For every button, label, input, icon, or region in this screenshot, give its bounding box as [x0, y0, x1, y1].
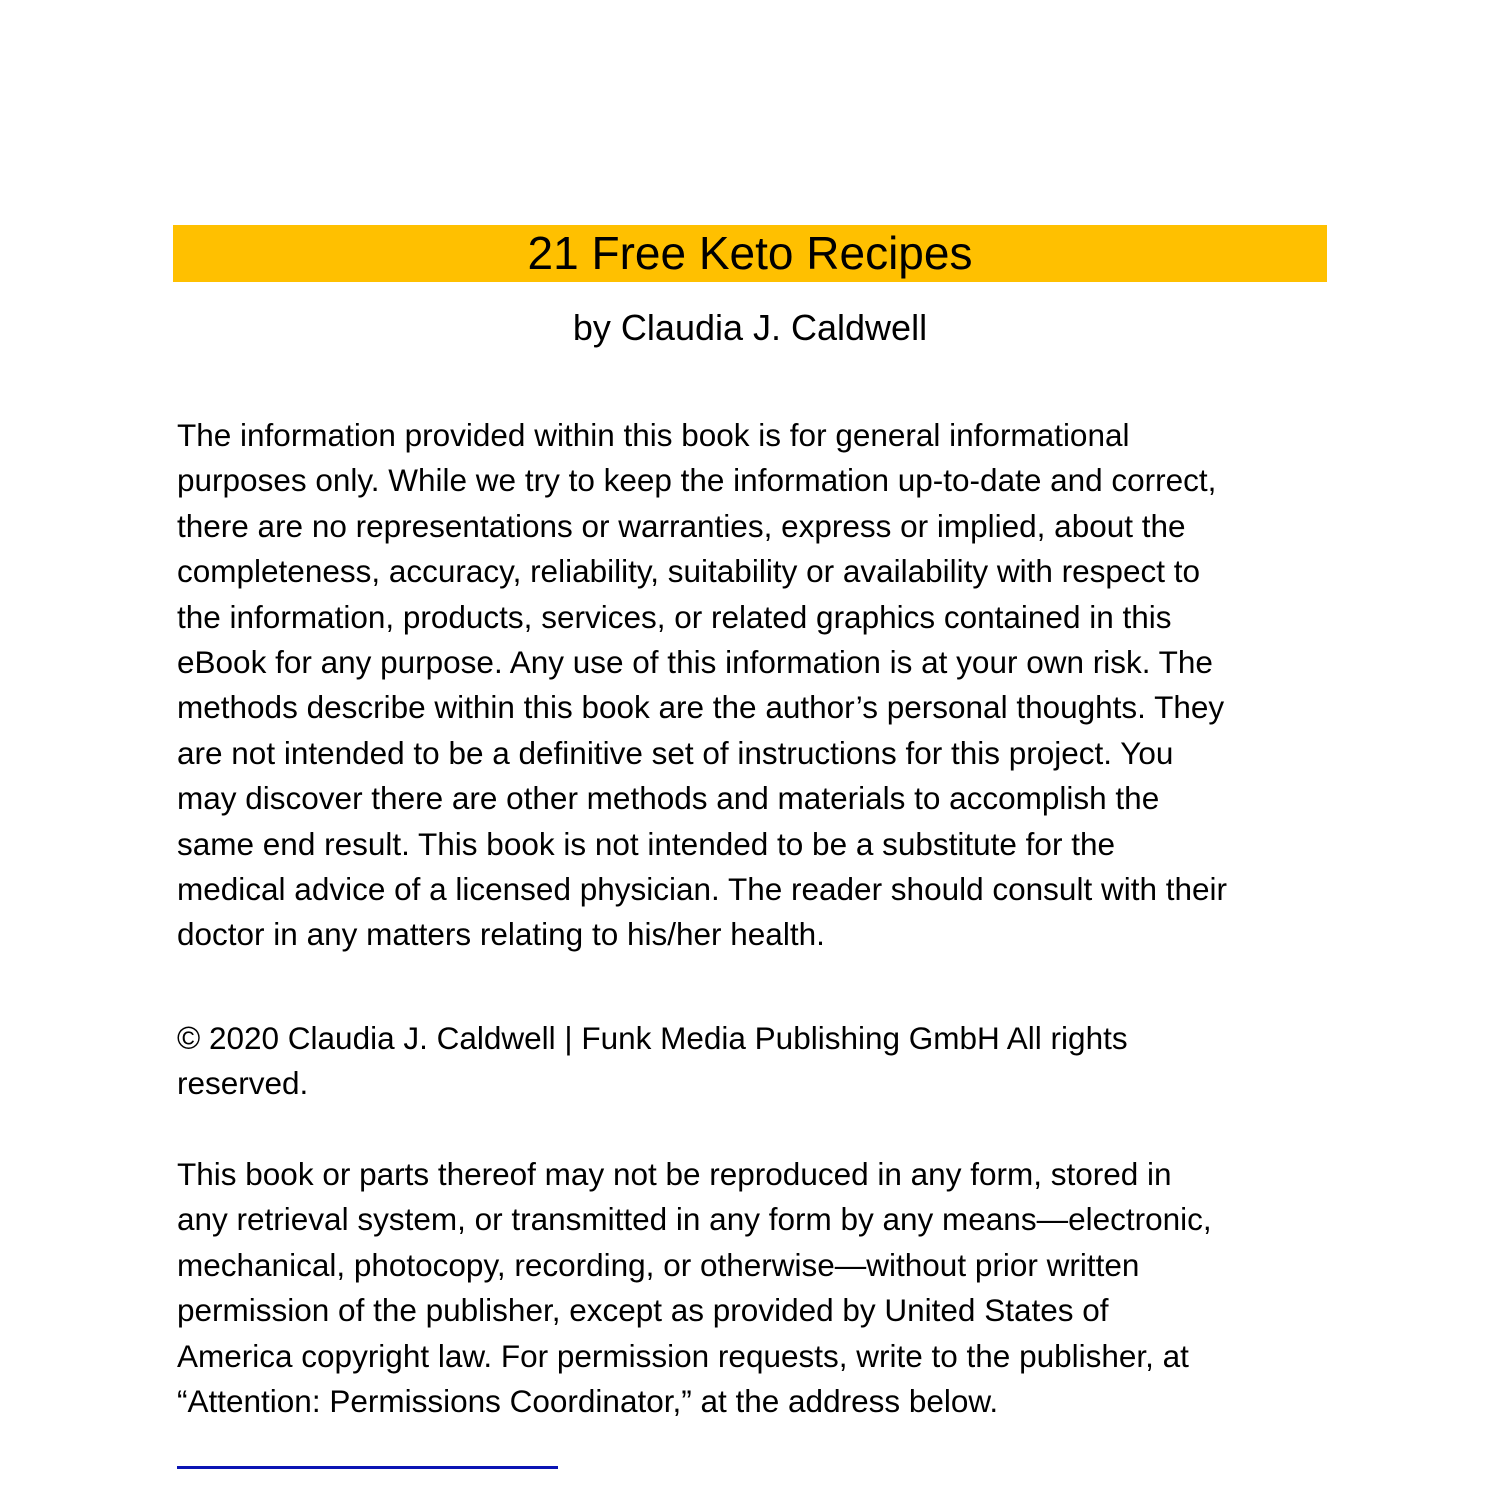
divider-line [177, 1466, 558, 1469]
text-line: any retrieval system, or transmitted in any form by any means—electronic, [177, 1201, 1212, 1238]
text-line: permission of the publisher, except as provided by United States of [177, 1292, 1109, 1329]
text-line: The information provided within this book is for general informational [177, 417, 1130, 453]
text-line: eBook for any purpose. Any use of this information is at your own risk. The [177, 644, 1213, 681]
text-line: methods describe within this book are the author’s personal thoughts. They [177, 689, 1225, 726]
text-line: © 2020 Claudia J. Caldwell | Funk Media Publishing GmbH All rights [177, 1020, 1128, 1056]
permissions-paragraph [177, 1152, 1212, 1424]
text-line: doctor in any matters relating to his/her health. [177, 916, 825, 953]
copyright-paragraph [177, 1016, 1128, 1107]
text-line: mechanical, photocopy, recording, or otherwise—without prior written [177, 1246, 1140, 1283]
text-line: medical advice of a licensed physician. The reader should consult with their [177, 871, 1227, 908]
text-line: are not intended to be a definitive set of instructions for this project. You [177, 734, 1174, 771]
disclaimer-paragraph [177, 413, 1227, 958]
author-byline: by Claudia J. Caldwell [572, 307, 928, 348]
text-line: purposes only. While we try to keep the information up-to-date and correct, [177, 462, 1217, 499]
text-line: same end result. This book is not intended to be a substitute for the [177, 825, 1115, 862]
text-line: reserved. [177, 1065, 309, 1102]
document-title: 21 Free Keto Recipes [527, 227, 973, 279]
text-line: This book or parts thereof may not be reproduced in any form, stored in [177, 1156, 1172, 1192]
text-line: completeness, accuracy, reliability, suitability or availability with respect to [177, 553, 1200, 590]
title-banner [173, 225, 1327, 282]
text-line: may discover there are other methods and materials to accomplish the [177, 780, 1160, 817]
text-line: there are no representations or warranties, express or implied, about the [177, 507, 1186, 544]
text-line: “Attention: Permissions Coordinator,” at the address below. [177, 1383, 999, 1420]
text-line: the information, products, services, or related graphics contained in this [177, 598, 1172, 635]
text-line: America copyright law. For permission requests, write to the publisher, at [177, 1337, 1189, 1374]
